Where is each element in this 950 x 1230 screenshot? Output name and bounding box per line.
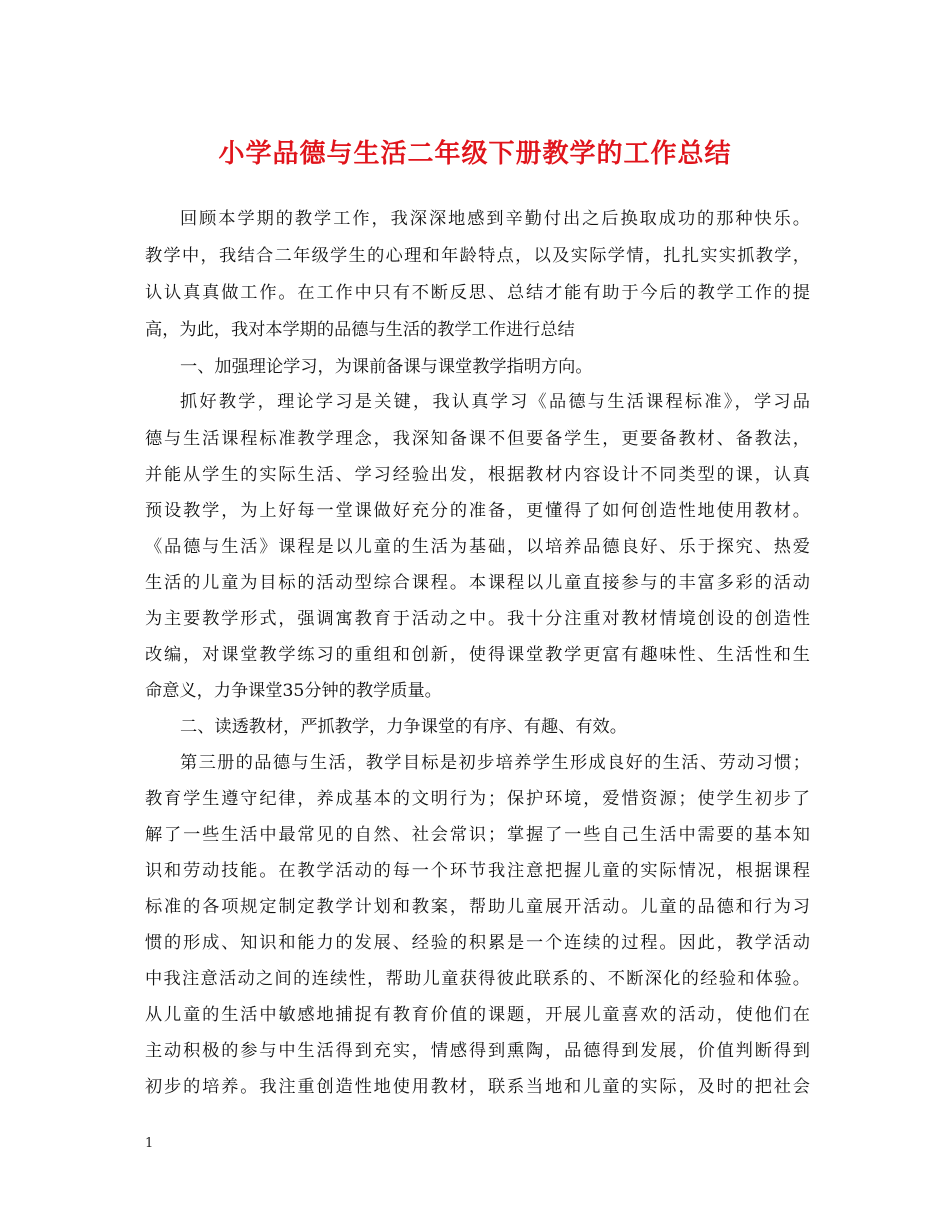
paragraph-line: 为主要教学形式，强调寓教育于活动之中。我十分注重对教材情境创设的创造性 xyxy=(145,609,810,629)
paragraph-line: 主动积极的参与中生活得到充实，情感得到熏陶，品德得到发展，价值判断得到 xyxy=(145,1041,810,1061)
paragraph-line: 识和劳动技能。在教学活动的每一个环节我注意把握儿童的实际情况，根据课程 xyxy=(145,861,810,881)
paragraph-line: 德与生活课程标准教学理念，我深知备课不但要备学生，更要备教材、备教法， xyxy=(145,429,810,449)
paragraph-line: 教学中，我结合二年级学生的心理和年龄特点，以及实际学情，扎扎实实抓教学， xyxy=(145,246,810,266)
paragraph-line: 预设教学，为上好每一堂课做好充分的准备，更懂得了如何创造性地使用教材。 xyxy=(145,501,810,521)
paragraph-line: 命意义，力争课堂35分钟的教学质量。 xyxy=(145,681,442,701)
paragraph-line: 中我注意活动之间的连续性，帮助儿童获得彼此联系的、不断深化的经验和体验。 xyxy=(145,969,810,989)
paragraph-line: 高，为此，我对本学期的品德与生活的教学工作进行总结 xyxy=(145,320,575,340)
paragraph-line: 改编，对课堂教学练习的重组和创新，使得课堂教学更富有趣味性、生活性和生 xyxy=(145,645,810,665)
paragraph-line: 认认真真做工作。在工作中只有不断反思、总结才能有助于今后的教学工作的提 xyxy=(145,283,810,303)
paragraph-line: 初步的培养。我注重创造性地使用教材，联系当地和儿童的实际，及时的把社会 xyxy=(145,1077,810,1097)
section-heading: 二、读透教材，严抓教学，力争课堂的有序、有趣、有效。 xyxy=(180,717,627,737)
paragraph-line: 教育学生遵守纪律，养成基本的文明行为；保护环境，爱惜资源；使学生初步了 xyxy=(145,789,810,809)
paragraph-line: 标准的各项规定制定教学计划和教案，帮助儿童展开活动。儿童的品德和行为习 xyxy=(145,897,810,917)
paragraph-line: 抓好教学，理论学习是关键，我认真学习《品德与生活课程标准》，学习品 xyxy=(180,392,810,412)
paragraph-line: 生活的儿童为目标的活动型综合课程。本课程以儿童直接参与的丰富多彩的活动 xyxy=(145,573,810,593)
paragraph-line: 《品德与生活》课程是以儿童的生活为基础，以培养品德良好、乐于探究、热爱 xyxy=(145,537,810,557)
document-title: 小学品德与生活二年级下册教学的工作总结 xyxy=(218,139,732,169)
paragraph-line: 第三册的品德与生活，教学目标是初步培养学生形成良好的生活、劳动习惯； xyxy=(180,753,810,773)
paragraph-line: 从儿童的生活中敏感地捕捉有教育价值的课题，开展儿童喜欢的活动，使他们在 xyxy=(145,1005,810,1025)
paragraph-line: 并能从学生的实际生活、学习经验出发，根据教材内容设计不同类型的课，认真 xyxy=(145,465,810,485)
page-number: 1 xyxy=(145,1136,154,1151)
section-heading: 一、加强理论学习，为课前备课与课堂教学指明方向。 xyxy=(180,357,593,377)
paragraph-line: 解了一些生活中最常见的自然、社会常识；掌握了一些自己生活中需要的基本知 xyxy=(145,825,810,845)
paragraph-line: 惯的形成、知识和能力的发展、经验的积累是一个连续的过程。因此，教学活动 xyxy=(145,933,810,953)
paragraph-line: 回顾本学期的教学工作，我深深地感到辛勤付出之后换取成功的那种快乐。 xyxy=(180,209,810,229)
